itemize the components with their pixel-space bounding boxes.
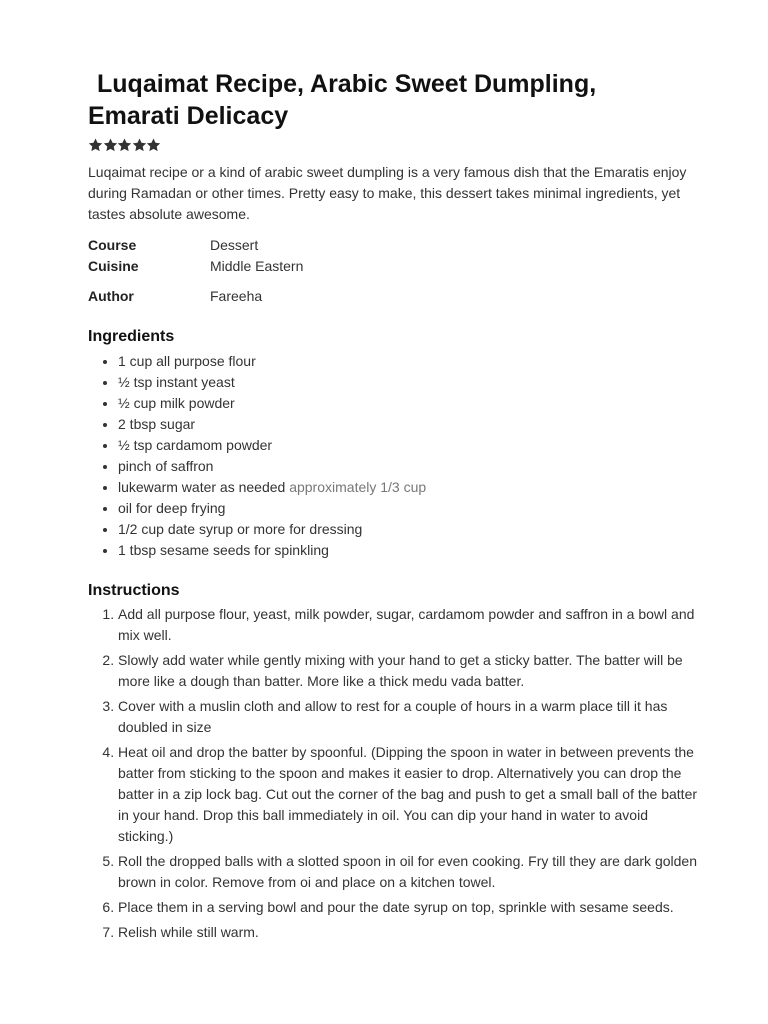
recipe-meta — [88, 235, 708, 307]
meta-cuisine-label: Cuisine — [88, 258, 139, 274]
ingredient-text: pinch of saffron — [118, 458, 214, 474]
ingredient-text: 1 cup all purpose flour — [118, 353, 256, 369]
meta-course-value[interactable]: Dessert — [210, 237, 259, 253]
instruction-step: 5. Roll the dropped balls with a slotted spoon in oil for even cooking. Fry till they are dark golden brown in color. Remove from oi and place on a kitchen towel. — [118, 851, 708, 893]
meta-author — [88, 286, 708, 307]
meta-author-value: Fareeha — [210, 288, 263, 304]
instructions-heading: Instructions — [88, 582, 180, 599]
instruction-step: 4. Heat oil and drop the batter by spoonful. (Dipping the spoon in water in between prevents the batter from sticking to the spoon and makes it easier to drop. Alternatively you can drop the batter in a zip lock bag. Cut out the corner of the bag and push to get a small ball of the batter in your hand. Drop this ball immediately in oil. You can dip your hand in water to avoid sticking.) — [118, 742, 708, 847]
star-icon[interactable] — [103, 138, 118, 152]
star-icon[interactable] — [117, 138, 132, 152]
ingredient-item — [118, 477, 708, 498]
ingredient-text: ½ tsp cardamom powder — [118, 437, 273, 453]
star-icon[interactable] — [146, 138, 161, 152]
recipe-title — [88, 68, 708, 132]
ingredient-item — [118, 519, 708, 540]
ingredient-item — [118, 351, 708, 372]
ingredient-item — [118, 456, 708, 477]
meta-author-label: Author — [88, 288, 134, 304]
instruction-step: 2. Slowly add water while gently mixing with your hand to get a sticky batter. The batter will be more like a dough than batter. More like a thick medu vada batter. — [118, 650, 708, 692]
star-icon[interactable] — [132, 138, 147, 152]
ingredients-list — [88, 351, 708, 561]
star-icon[interactable] — [88, 138, 103, 152]
meta-cuisine-value[interactable]: Middle Eastern — [210, 258, 304, 274]
ingredient-text: ½ tsp instant yeast — [118, 374, 235, 390]
ingredient-text: lukewarm water as needed — [118, 479, 286, 495]
ingredient-item — [118, 414, 708, 435]
ingredient-text: 1/2 cup date syrup or more for dressing — [118, 521, 363, 537]
meta-course-label: Course — [88, 237, 137, 253]
recipe-title-text: Luqaimat Recipe, Arabic Sweet Dumpling, Emarati Delicacy — [88, 70, 597, 130]
meta-course — [88, 235, 708, 256]
ingredient-item — [118, 435, 708, 456]
meta-cuisine — [88, 256, 708, 277]
ingredient-item — [118, 372, 708, 393]
instructions-list — [88, 604, 708, 943]
ingredient-text: 2 tbsp sugar — [118, 416, 196, 432]
instruction-step: 7. Relish while still warm. — [118, 922, 708, 943]
ingredient-item — [118, 498, 708, 519]
instruction-step: 6. Place them in a serving bowl and pour the date syrup on top, sprinkle with sesame seeds. — [118, 897, 708, 918]
ingredient-text: ½ cup milk powder — [118, 395, 235, 411]
ingredient-item — [118, 393, 708, 414]
ingredient-text: oil for deep frying — [118, 500, 226, 516]
ingredient-item — [118, 540, 708, 561]
ingredient-note: approximately 1/3 cup — [289, 479, 427, 495]
rating-stars[interactable] — [88, 138, 708, 154]
recipe-summary: Luqaimat recipe or a kind of arabic sweet dumpling is a very famous dish that the Emaratis enjoy during Ramadan or other times. Pretty easy to make, this dessert takes minimal ingredients, yet tastes absolute awesome. — [88, 164, 687, 222]
ingredients-heading: Ingredients — [88, 328, 175, 345]
ingredient-text: 1 tbsp sesame seeds for spinkling — [118, 542, 329, 558]
instruction-step: 1. Add all purpose flour, yeast, milk powder, sugar, cardamom powder and saffron in a bowl and mix well. — [118, 604, 708, 646]
instruction-step: 3. Cover with a muslin cloth and allow to rest for a couple of hours in a warm place till it has doubled in size — [118, 696, 708, 738]
